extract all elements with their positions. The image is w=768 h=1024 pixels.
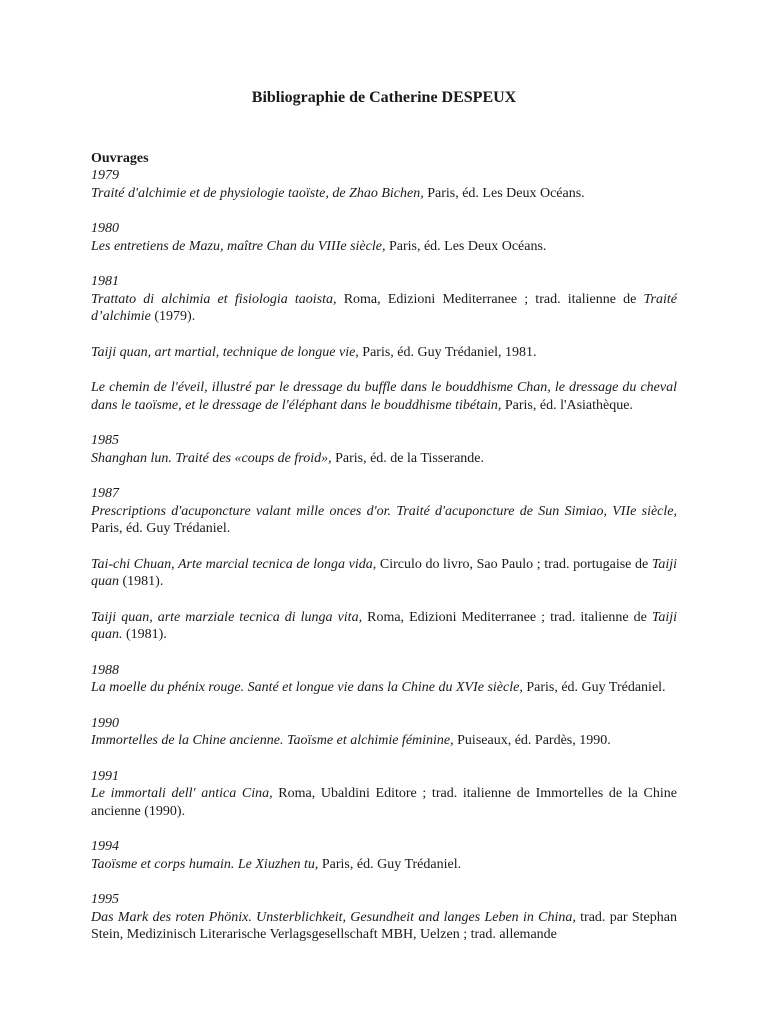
bibliography-entry [91,838,677,873]
entry-title-italic: Tai-chi Chuan, Arte marcial tecnica de longa vida, [91,556,377,572]
entry-text [91,785,677,820]
bibliography-entry [91,768,677,821]
bibliography-entry [91,485,677,538]
bibliography-entry [91,891,677,944]
bibliography-list [91,167,677,944]
entry-publisher-info: Paris, éd. Les Deux Océans. [385,238,547,254]
entry-publisher-info: trad. par Stephan Stein, Medizinisch Literarische Verlagsgesellschaft MBH, Uelzen ; trad. allemande [91,909,677,942]
entry-title-italic: Immortelles de la Chine ancienne. Taoïsme et alchimie féminine, [91,733,454,748]
entry-publisher-info: Paris, éd. Guy Trédaniel, 1981. [358,344,537,360]
entry-title-italic: Prescriptions d'acuponcture valant mille onces d'or. Traité d'acuponcture de Sun Simiao, VIIe siècle, [91,503,677,519]
entry-title-italic: Taiji quan, art martial, technique de longue vie, [91,344,359,360]
bibliography-entry [91,273,677,326]
document-page [91,88,677,962]
bibliography-entry [91,662,677,697]
entry-title-italic: Taiji quan, arte marziale tecnica di lunga vita, [91,609,363,625]
entry-title-italic: Le immortali dell' antica Cina, [91,786,273,801]
entry-year: 1990 [91,715,119,731]
entry-title-italic: Taiji quan. [91,609,677,642]
entry-title-italic: Shanghan lun. Traité des «coups de froid», [91,450,332,466]
entry-publisher-info: Paris, éd. Guy Trédaniel. [91,521,231,536]
entry-year: 1980 [91,221,119,236]
entry-year: 1985 [91,433,119,448]
entry-title-italic: Trattato di alchimia et fisiologia taoista, [91,291,337,307]
entry-publisher-info: (1979). [150,309,196,324]
entry-year: 1979 [91,168,119,183]
entry-publisher-info: Paris, éd. Guy Trédaniel. [318,856,462,872]
entry-text [91,238,677,256]
entry-title-italic: Traité d’alchimie [91,291,677,324]
entry-year: 1994 [91,839,119,854]
entry-text [91,856,677,874]
entry-title-italic: Le chemin de l'éveil, illustré par le dressage du buffle dans le bouddhisme Chan, le dressage du cheval dans le taoïsme, et le dressage de l'éléphant dans le bouddhisme tibétain, [91,380,677,413]
bibliography-entry [91,715,677,750]
entry-text [91,185,677,203]
entry-text [91,679,677,697]
entry-year: 1988 [91,662,119,678]
entry-publisher-info: Paris, éd. de la Tisserande. [331,450,485,466]
bibliography-entry [91,379,677,414]
entry-text [91,732,677,750]
entry-publisher-info: Roma, Ubaldini Editore ; trad. italienne de Immortelles de la Chine ancienne (1990). [91,786,677,819]
entry-publisher-info: Puiseaux, éd. Pardès, 1990. [453,733,611,748]
entry-publisher-info: (1981). [119,574,164,589]
entry-publisher-info: Paris, éd. l'Asiathèque. [501,397,633,413]
entry-text [91,379,677,414]
section-heading-ouvrages: Ouvrages [91,151,149,166]
entry-year: 1981 [91,274,119,289]
bibliography-entry [91,609,677,644]
entry-title-italic: Taoïsme et corps humain. Le Xiuzhen tu, [91,856,319,872]
entry-year: 1995 [91,892,119,907]
entry-publisher-info: (1981). [122,627,167,642]
entry-text [91,291,677,326]
entry-title-italic: Das Mark des roten Phönix. Unsterblichkeit, Gesundheit and langes Leben in China, [91,909,576,925]
entry-title-italic: Taiji quan [91,556,677,589]
bibliography-entry [91,167,677,202]
entry-text [91,556,677,591]
entry-publisher-info: Circulo do livro, Sao Paulo ; trad. portugaise de [376,556,652,572]
bibliography-entry [91,344,677,362]
entry-publisher-info: Paris, éd. Guy Trédaniel. [522,680,666,695]
entry-publisher-info: Paris, éd. Les Deux Océans. [423,185,585,201]
bibliography-entry [91,556,677,591]
entry-publisher-info: Roma, Edizioni Mediterranee ; trad. italienne de [362,609,652,625]
entry-title-italic: La moelle du phénix rouge. Santé et longue vie dans la Chine du XVIe siècle, [91,680,523,695]
bibliography-entry [91,220,677,255]
entry-text [91,909,677,944]
entry-text [91,450,677,468]
bibliography-entry [91,432,677,467]
entry-text [91,609,677,644]
entry-title-italic: Traité d'alchimie et de physiologie taoïste, de Zhao Bichen, [91,185,424,201]
document-title: Bibliographie de Catherine DESPEUX [251,89,517,106]
entry-text [91,344,677,362]
entry-year: 1987 [91,486,119,501]
entry-title-italic: Les entretiens de Mazu, maître Chan du VIIIe siècle, [91,238,386,254]
entry-text [91,503,677,538]
entry-publisher-info: Roma, Edizioni Mediterranee ; trad. italienne de [336,291,644,307]
entry-year: 1991 [91,768,119,784]
